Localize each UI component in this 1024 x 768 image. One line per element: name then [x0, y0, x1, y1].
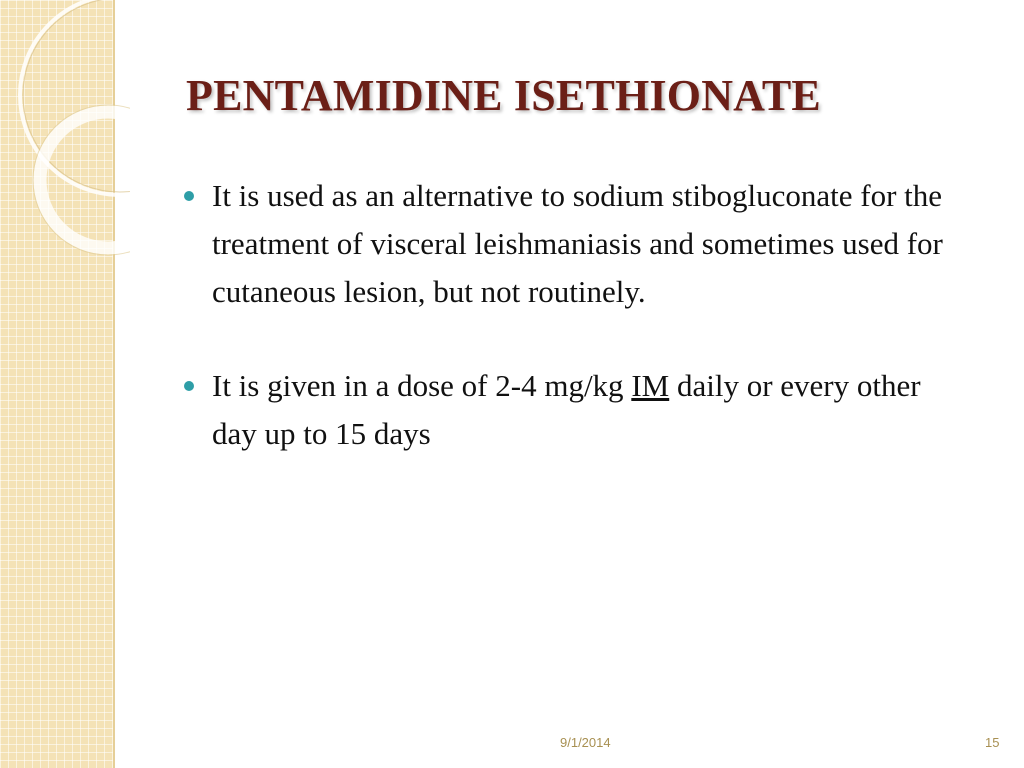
bullet-dot-icon: [184, 191, 194, 201]
slide-title: PENTAMIDINE ISETHIONATE: [186, 71, 821, 120]
footer-page-number: 15: [985, 735, 1000, 750]
footer-date: 9/1/2014: [560, 735, 611, 750]
bullet-text-after: daily or every other day up to 15 days: [212, 368, 921, 451]
bullet-item-alternative-use: [180, 172, 960, 316]
underlined-route-term: IM: [631, 368, 670, 403]
bullet-text: It is used as an alternative to sodium stibogluconate for the treatment of visceral leishmaniasis and sometimes used for cutaneous lesion, but not routinely.: [212, 178, 943, 309]
decorative-rings: [0, 0, 130, 270]
bullet-list: [180, 172, 960, 458]
bullet-text-before: It is given in a dose of 2-4 mg/kg: [212, 368, 632, 403]
bullet-dot-icon: [184, 381, 194, 391]
bullet-item-dosage: [180, 362, 960, 458]
